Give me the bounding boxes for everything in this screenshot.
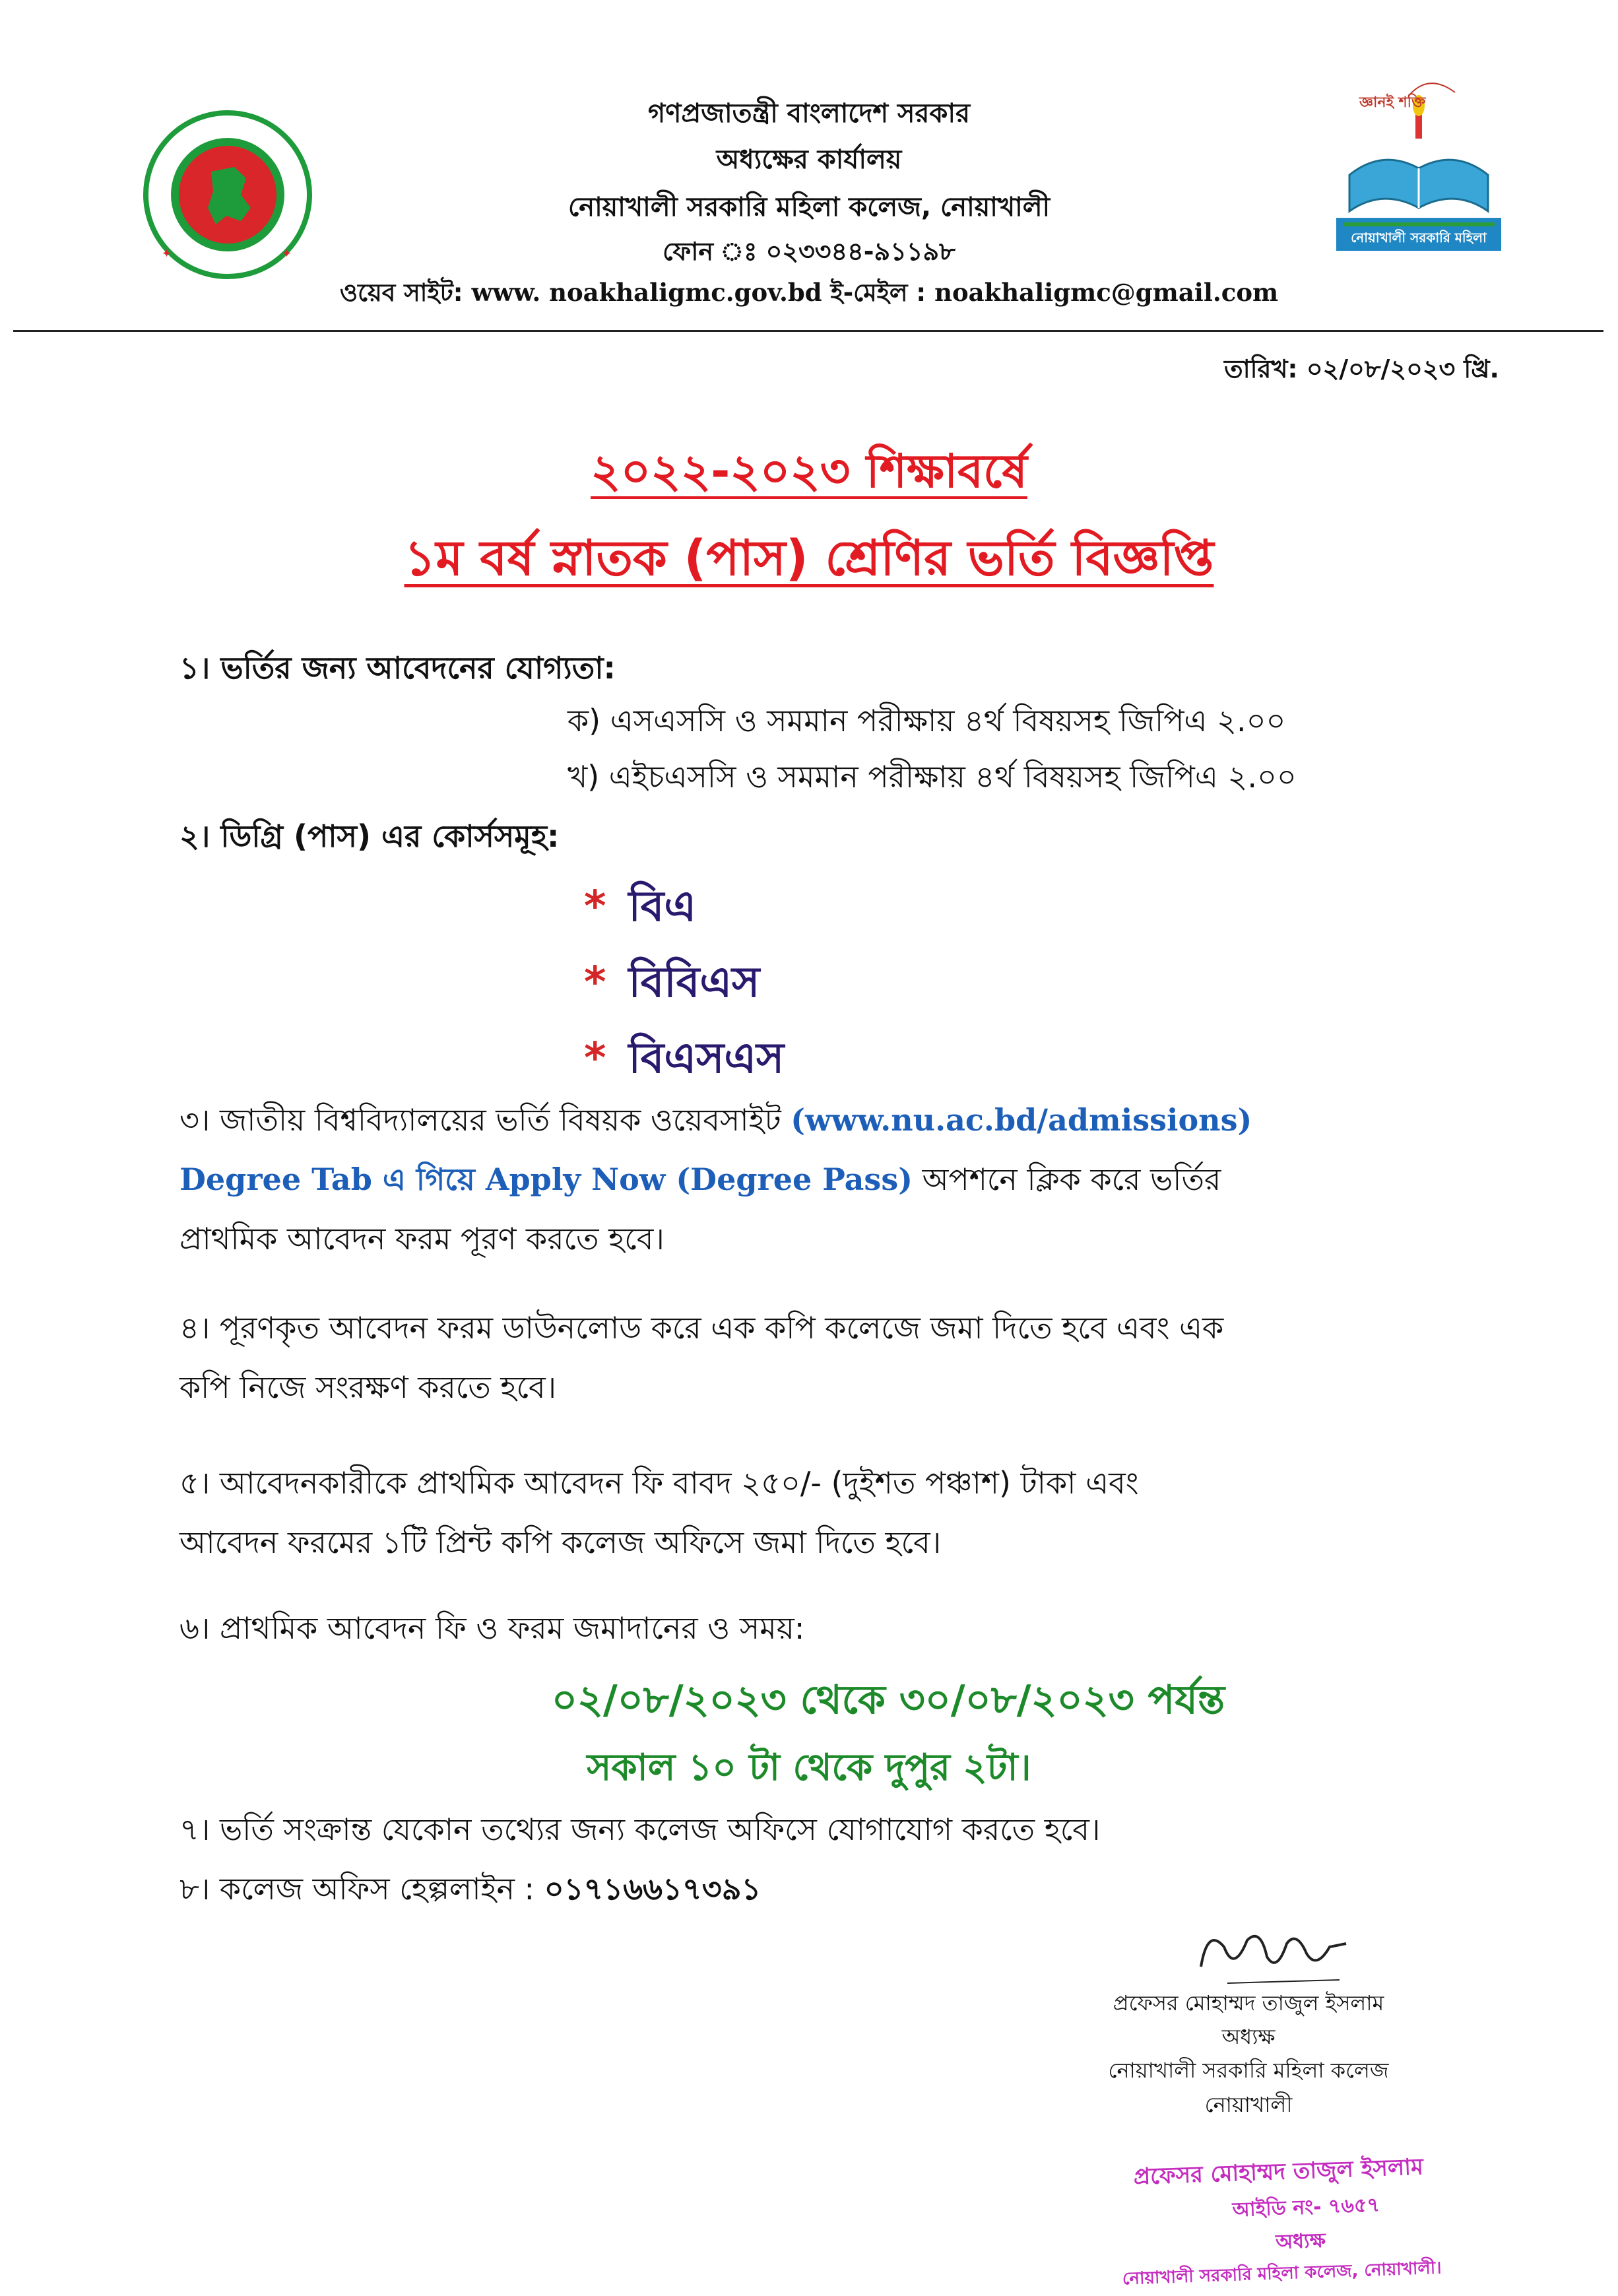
web-label: ওয়েব সাইট:: [339, 279, 463, 307]
application-dates: ০২/০৮/২০২৩ থেকে ৩০/০৮/২০২৩ পর্যন্ত: [551, 1677, 1225, 1723]
principal-designation: অধ্যক্ষ: [1221, 2024, 1276, 2050]
principal-city: নোয়াখালী: [1204, 2091, 1293, 2117]
principal-college: নোয়াখালী সরকারি মহিলা কলেজ: [1108, 2058, 1389, 2083]
section-2-heading: ২। ডিগ্রি (পাস) এর কোর্সসমূহ:: [179, 818, 560, 854]
email-link[interactable]: noakhaligmc@gmail.com: [934, 278, 1279, 307]
stamp-id: আইডি নং- ৭৬৫৭: [1232, 2193, 1380, 2222]
svg-text:✦: ✦: [162, 247, 172, 261]
contact-line: [0, 273, 1618, 315]
nu-admissions-link[interactable]: (www.nu.ac.bd/admissions): [791, 1102, 1252, 1138]
apply-now-instruction: Degree Tab এ গিয়ে Apply Now (Degree Pass): [179, 1162, 913, 1197]
section-3-line-2: Degree Tab এ গিয়ে Apply Now (Degree Pass) অপশনে ক্লিক করে ভর্তির: [179, 1162, 1221, 1197]
college-name: নোয়াখালী সরকারি মহিলা কলেজ, নোয়াখালী: [567, 192, 1051, 222]
stamp-designation: অধ্যক্ষ: [1275, 2229, 1326, 2254]
email-label: ই-মেইল :: [830, 279, 926, 307]
website-link[interactable]: www. noakhaligmc.gov.bd: [471, 278, 822, 307]
section-4-line-1: ৪। পূরণকৃত আবেদন ফরম ডাউনলোড করে এক কপি কলেজে জমা দিতে হবে এবং এক: [179, 1310, 1224, 1346]
application-time: সকাল ১০ টা থেকে দুপুর ২টা।: [587, 1746, 1031, 1789]
office-title: অধ্যক্ষের কার্যালয়: [716, 145, 902, 175]
section-3-line-1: ৩। জাতীয় বিশ্ববিদ্যালয়ের ভর্তি বিষয়ক ওয়েবসাইট (www.nu.ac.bd/admissions): [179, 1102, 1252, 1138]
official-stamp: [1074, 2148, 1487, 2296]
section-3-line-3: প্রাথমিক আবেদন ফরম পূরণ করতে হবে।: [179, 1221, 664, 1257]
section-1-heading: ১। ভর্তির জন্য আবেদনের যোগ্যতা:: [179, 650, 616, 686]
phone-number: ফোন ঃ ০২৩৩৪৪-৯১১৯৮: [663, 237, 955, 266]
signature-block: [1057, 1986, 1440, 2122]
course-bss: * বিএসএস: [584, 1034, 785, 1083]
notice-date: তারিখ: ০২/০৮/২০২৩ খ্রি.: [1224, 354, 1499, 383]
helpline-number: ০১৭১৬৬১৭৩৯১: [544, 1871, 761, 1907]
principal-name: প্রফেসর মোহাম্মদ তাজুল ইসলাম: [1113, 1990, 1384, 2016]
section-7: ৭। ভর্তি সংক্রান্ত যেকোন তথ্যের জন্য কলেজ অফিসে যোগাযোগ করতে হবে।: [179, 1812, 1101, 1847]
course-bbs: * বিবিএস: [584, 958, 760, 1007]
section-5-line-2: আবেদন ফরমের ১টি প্রিন্ট কপি কলেজ অফিসে জমা দিতে হবে।: [179, 1525, 942, 1560]
section-4-line-2: কপি নিজে সংরক্ষণ করতে হবে।: [179, 1369, 557, 1405]
section-6-heading: ৬। প্রাথমিক আবেদন ফি ও ফরম জমাদানের ও সময়:: [179, 1610, 805, 1646]
college-logo-band-text: নোয়াখালী সরকারি মহিলা কলেজ: [1351, 230, 1487, 267]
eligibility-ssc: ক) এসএসসি ও সমমান পরীক্ষায় ৪র্থ বিষয়সহ জিপিএ ২.০০: [567, 703, 1286, 738]
stamp-college: নোয়াখালী সরকারি মহিলা কলেজ, নোয়াখালী।: [1122, 2258, 1442, 2289]
header-divider: [13, 330, 1603, 332]
notice-title-session: ২০২২-২০২৩ শিক্ষাবর্ষে: [591, 444, 1027, 498]
eligibility-hsc: খ) এইচএসসি ও সমমান পরীক্ষায় ৪র্থ বিষয়সহ জিপিএ ২.০০: [567, 759, 1297, 795]
svg-text:✦: ✦: [282, 247, 292, 261]
notice-title-main: ১ম বর্ষ স্নাতক (পাস) শ্রেণির ভর্তি বিজ্ঞপ্তি: [404, 530, 1214, 587]
college-logo-top-text: জ্ঞানই শক্তি: [1359, 94, 1426, 111]
principal-signature: [1188, 1920, 1359, 1993]
govt-title: গণপ্রজাতন্ত্রী বাংলাদেশ সরকার: [648, 98, 970, 129]
course-ba: * বিএ: [584, 882, 697, 931]
section-8: ৮। কলেজ অফিস হেল্পলাইন : ০১৭১৬৬১৭৩৯১: [179, 1871, 761, 1907]
section-5-line-1: ৫। আবেদনকারীকে প্রাথমিক আবেদন ফি বাবদ ২৫০/- (দুইশত পঞ্চাশ) টাকা এবং: [179, 1465, 1139, 1501]
stamp-name: প্রফেসর মোহাম্মদ তাজুল ইসলাম: [1133, 2153, 1424, 2190]
